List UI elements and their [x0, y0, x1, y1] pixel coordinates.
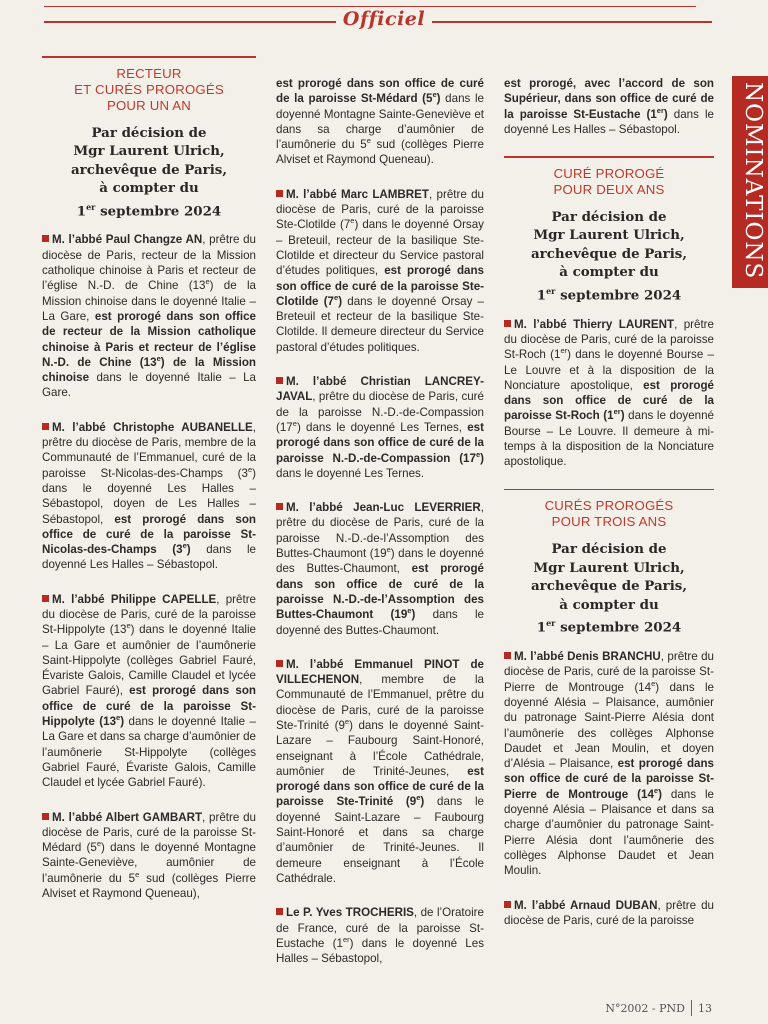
section-header: Officiel [342, 8, 426, 30]
bullet-square-icon [42, 813, 49, 820]
page-footer [605, 1000, 712, 1016]
bullet-square-icon [276, 377, 283, 384]
section-title-two-years: CURÉ PROROGÉ POUR DEUX ANS [553, 165, 665, 197]
bullet-square-icon [42, 235, 49, 242]
entry-pinot-de-villechenon: M. l’abbé Emmanuel PINOT de VILLECHENON, membre de la Communauté de l’Emmanuel, prêtre du diocèse de Paris, curé de la paroisse Ste-Trinité (9e) dans le doyenné Saint-Lazare – Faubourg Saint-Honoré, enseignant à l’École Cathédrale, aumônier de Trinité-Jeunes, est prorogé dans son office de curé de la paroisse Ste-Trinité (9e) dans le doyenné Saint-Lazare – Faubourg Saint-Honoré et dans sa charge d’aumônier de Trinité-Jeunes. Il demeure enseignant à l’École Cathédrale. [276, 657, 484, 885]
entry-changze-an: M. l’abbé Paul Changze AN, prêtre du diocèse de Paris, recteur de la Mission catholique chinoise à Paris et recteur de l’église N.-D. de Chine (13e) de la Mission chinoise dans le doyenné Italie – La Gare, est prorogé dans son office de recteur de la Mission catholique chinoise à Paris et recteur de l’église N.-D. de Chine (13e) de la Mission chinoise dans le doyenné Italie – La Gare. [42, 233, 256, 400]
header-rule-left [44, 21, 336, 23]
decision-block: Par décision de Mgr Laurent Ulrich, archevêque de Paris, à compter du 1er septembre 2024 [531, 541, 687, 636]
side-tab [732, 76, 768, 288]
section-rule [42, 56, 256, 58]
entry-branchu: M. l’abbé Denis BRANCHU, prêtre du diocèse de Paris, curé de la paroisse St-Pierre de Montrouge (14e) dans le doyenné Alésia – Plaisance, aumônier du patronage Saint-Pierre Alésia dont l’aumônerie des collèges Alphonse Daudet et Jean Moulin, et doyen d’Alésia – Plaisance, est prorogé dans son office de curé de la paroisse St-Pierre de Montrouge (14e) dans le doyenné Alésia – Plaisance et dans sa charge d’aumônier du patronage Saint-Pierre Alésia dont l’aumônerie des collèges Alphonse Daudet et Jean Moulin. [504, 650, 715, 878]
decision-block: Par décision de Mgr Laurent Ulrich, archevêque de Paris, à compter du 1er septembre 2024 [531, 208, 687, 304]
entry-laurent: M. l’abbé Thierry LAURENT, prêtre du diocèse de Paris, curé de la paroisse St-Roch (1er) dans le doyenné Bourse – Le Louvre et à la disposition de la Nonciature apostolique, est prorogé dans son office de curé de la paroisse St-Roch (1er) dans le doyenné Bourse – Le Louvre. Il demeure à mi-temps à la disposition de la Nonciature apostolique. [504, 317, 715, 469]
entry-gambart: M. l’abbé Albert GAMBART, prêtre du diocèse de Paris, curé de la paroisse St-Médard (5e) dans le doyenné Montagne Sainte-Geneviève, aumônier de l’aumônerie du 5e sud (collèges Pierre Alviset et Raymond Queneau), [42, 810, 256, 901]
bullet-square-icon [42, 595, 49, 602]
issue-label: N°2002 - PND [605, 1001, 685, 1015]
column-1 [42, 56, 256, 920]
bullet-square-icon [42, 423, 49, 430]
bullet-square-icon [276, 908, 283, 915]
entry-leverrier: M. l’abbé Jean-Luc LEVERRIER, prêtre du diocèse de Paris, curé de la paroisse N.-D.-de-l’Assomption des Buttes-Chaumont (19e) dans le doyenné des Buttes-Chaumont, est prorogé dans son office de curé de la paroisse N.-D.-de-l’Assomption des Buttes-Chaumont (19e) dans le doyenné des Buttes-Chaumont. [276, 501, 484, 637]
section-rule [504, 489, 714, 491]
entry-lancrey-javal: M. l’abbé Christian LANCREY-JAVAL, prêtre du diocèse de Paris, curé de la paroisse N.-D.-de-Compassion (17e) dans le doyenné Les Ternes, est prorogé dans son office de curé de la paroisse N.-D.-de-Compassion (17e) dans le doyenné Les Ternes. [276, 375, 484, 480]
bullet-square-icon [504, 320, 511, 327]
footer-divider [691, 1000, 692, 1016]
bullet-square-icon [504, 901, 511, 908]
top-rule [44, 6, 696, 7]
bullet-square-icon [276, 503, 283, 510]
page-number: 13 [698, 1001, 712, 1015]
entry-capelle: M. l’abbé Philippe CAPELLE, prêtre du diocèse de Paris, curé de la paroisse St-Hippolyte (13e) dans le doyenné Italie – La Gare et aumônier de l’aumônerie Saint-Hippolyte (collèges Gabriel Fauré, Évariste Galois, Camille Claudel et lycée Gabriel Fauré), est prorogé dans son office de curé de la paroisse St-Hippolyte (13e) dans le doyenné Italie – La Gare et dans sa charge d’aumônier de l’aumônerie St-Hippolyte (collèges Gabriel Fauré, Évariste Galois, Camille Claudel et lycée Gabriel Fauré). [42, 592, 256, 790]
column-3 [504, 76, 714, 947]
entry-trocheris: Le P. Yves TROCHERIS, de l’Oratoire de France, curé de la paroisse St-Eustache (1er) dans le doyenné Les Halles – Sébastopol, [276, 906, 484, 966]
bullet-square-icon [276, 190, 283, 197]
header-rule-right [432, 21, 712, 23]
bullet-square-icon [504, 652, 511, 659]
decision-block: Par décision de Mgr Laurent Ulrich, archevêque de Paris, à compter du 1er septembre 2024 [71, 124, 227, 219]
column-2 [276, 76, 484, 985]
entry-duban: M. l’abbé Arnaud DUBAN, prêtre du diocèse de Paris, curé de la paroisse [504, 898, 714, 927]
bullet-square-icon [276, 660, 283, 667]
section-rule [504, 156, 714, 158]
entry-gambart-continued: est prorogé dans son office de curé de la paroisse St-Médard (5e) dans le doyenné Montagne Sainte-Geneviève et dans sa charge d’aumônier de l’aumônerie du 5e sud (collèges Pierre Alviset et Raymond Queneau). [276, 77, 484, 167]
entry-trocheris-continued: est prorogé, avec l’accord de son Supérieur, dans son office de curé de la paroisse St-Eustache (1er) dans le doyenné Les Halles – Sébastopol. [504, 77, 714, 136]
entry-lambret: M. l’abbé Marc LAMBRET, prêtre du diocèse de Paris, curé de la paroisse Ste-Clotilde (7e) dans le doyenné Orsay – Breteuil, recteur de la basilique Ste-Clotilde et directeur du Service pastoral d’études politiques, est prorogé dans son office de curé de la paroisse Ste-Clotilde (7e) dans le doyenné Orsay – Breteuil et recteur de la basilique Ste-Clotilde. Il demeure directeur du Service pastoral d’études politiques. [276, 187, 485, 354]
section-title-one-year: RECTEUR ET CURÉS PROROGÉS POUR UN AN [74, 65, 224, 113]
section-title-three-years: CURÉS PROROGÉS POUR TROIS ANS [544, 498, 674, 530]
entry-aubanelle: M. l’abbé Christophe AUBANELLE, prêtre du diocèse de Paris, membre de la Communauté de l’Emmanuel, curé de la paroisse St-Nicolas-des-Champs (3e) dans le doyenné Les Halles – Sébastopol, doyen de Les Halles – Sébastopol, est prorogé dans son office de curé de la paroisse St-Nicolas-des-Champs (3e) dans le doyenné Les Halles – Sébastopol. [42, 420, 256, 572]
side-tab-label: NOMINATIONS [740, 82, 766, 280]
